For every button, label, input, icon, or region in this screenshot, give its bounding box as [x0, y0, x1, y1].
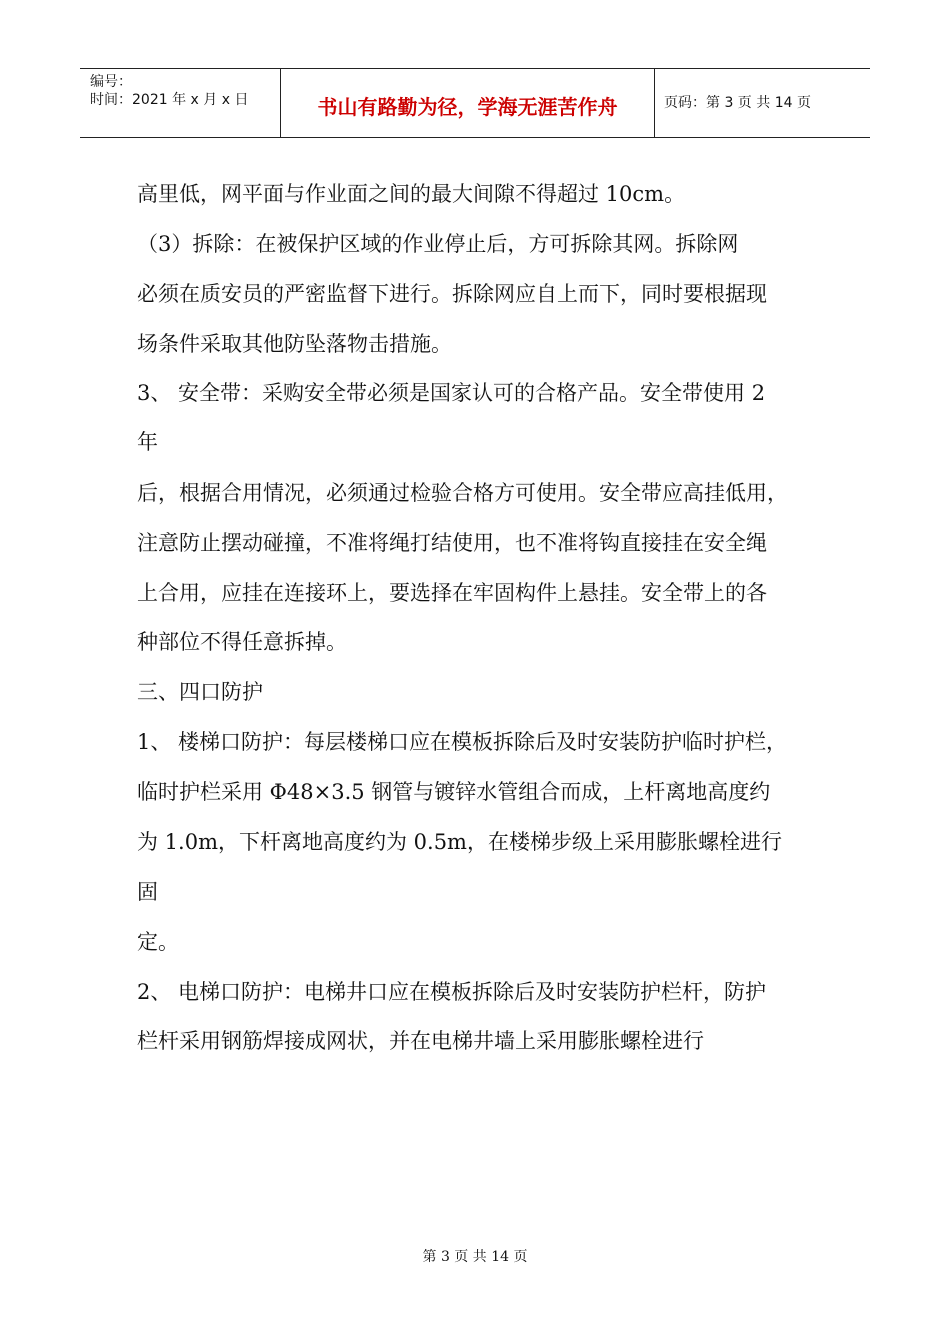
section-heading: 三、四口防护 [137, 680, 263, 704]
body-line: 注意防止摆动碰撞，不准将绳打结使用，也不准将钩直接挂在安全绳 [137, 531, 767, 555]
body-line: 为 1.0m，下杆离地高度约为 0.5m，在楼梯步级上采用膨胀螺栓进行 [137, 830, 782, 854]
body-line: 年 [137, 430, 158, 454]
body-line: 1、 楼梯口防护：每层楼梯口应在模板拆除后及时安装防护临时护栏， [137, 730, 788, 754]
time-label: 时间：2021 年 x 月 x 日 [90, 92, 249, 108]
header-meta-cell [80, 69, 280, 137]
body-line: 高里低，网平面与作业面之间的最大间隙不得超过 10cm。 [137, 182, 686, 206]
body-line: 场条件采取其他防坠落物击措施。 [137, 332, 452, 356]
body-line: （3）拆除：在被保护区域的作业停止后，方可拆除其网。拆除网 [137, 232, 739, 256]
body-line: 栏杆采用钢筋焊接成网状，并在电梯井墙上采用膨胀螺栓进行 [137, 1029, 704, 1053]
body-line: 2、 电梯口防护：电梯井口应在模板拆除后及时安装防护栏杆，防护 [137, 980, 767, 1004]
page-code: 页码：第 3 页 共 14 页 [664, 95, 811, 111]
body-line: 后，根据合用情况，必须通过检验合格方可使用。安全带应高挂低用， [137, 481, 788, 505]
number-label: 编号： [90, 74, 132, 90]
page-header [80, 68, 870, 138]
page-footer: 第 3 页 共 14 页 [422, 1249, 528, 1265]
motto-text: 书山有路勤为径，学海无涯苦作舟 [317, 95, 618, 119]
body-line: 临时护栏采用 Φ48×3.5 钢管与镀锌水管组合而成，上杆离地高度约 [137, 780, 771, 804]
body-line: 上合用，应挂在连接环上，要选择在牢固构件上悬挂。安全带上的各 [137, 581, 767, 605]
header-motto-cell [280, 69, 655, 137]
body-line: 必须在质安员的严密监督下进行。拆除网应自上而下，同时要根据现 [137, 282, 767, 306]
body-line: 3、 安全带：采购安全带必须是国家认可的合格产品。安全带使用 2 [137, 381, 766, 405]
body-line: 种部位不得任意拆掉。 [137, 630, 347, 654]
header-page-cell [654, 69, 870, 137]
body-line: 定。 [137, 930, 179, 954]
body-line: 固 [137, 880, 158, 904]
